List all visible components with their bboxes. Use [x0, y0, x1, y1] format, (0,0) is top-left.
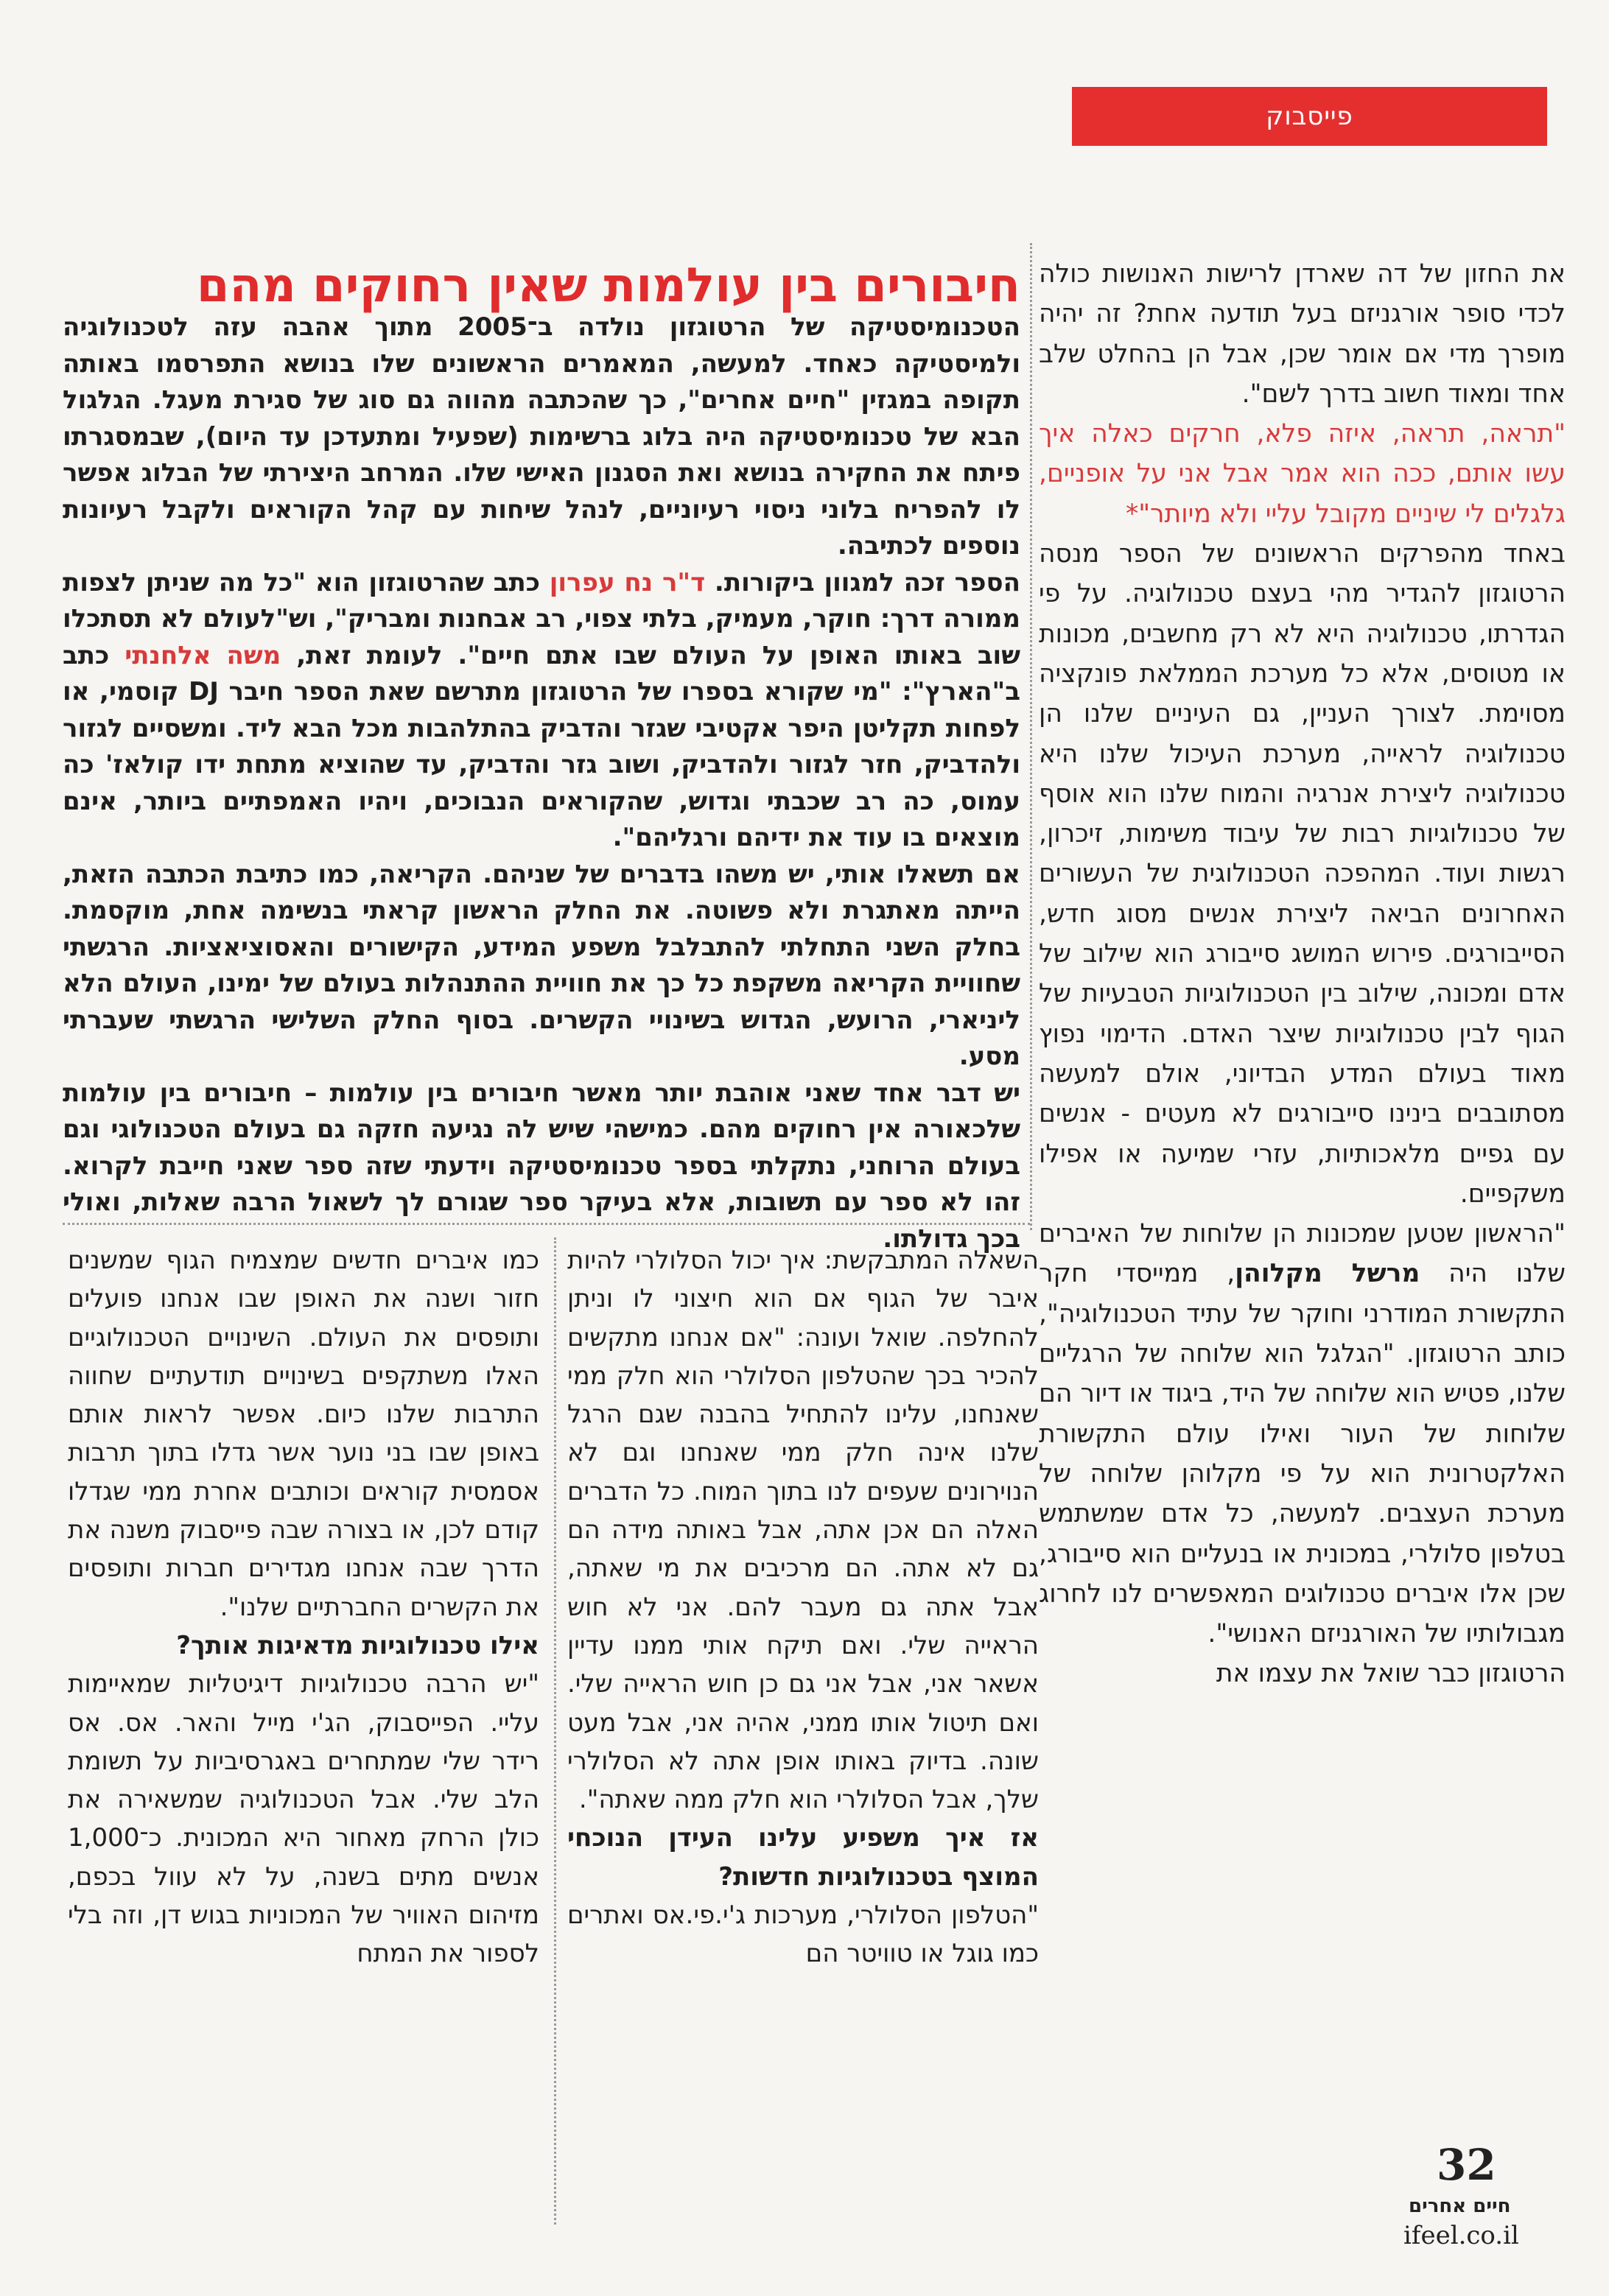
paragraph: יש דבר אחד שאני אוהבת יותר מאשר חיבורים בין עולמות – חיבורים בין עולמות שלכאורה אין רחוקים מהם. כמישהי שיש לה נגיעה חזקה גם בעולם הטכנולוגי וגם בעולם הרוחני, נתקלתי בספר טכנומיסטיקה וידעתי שזה ספר שאני חייבת לקרוא. זהו לא ספר עם תשובות, אלא בעיקר ספר שגורם לך לשאול הרבה שאלות, ואולי בכך גדולתו.: [63, 1078, 1020, 1254]
text-run: "הראשון שטען שמכונות הן שלוחות של האיברים שלנו היה: [1039, 1219, 1566, 1289]
top-column: [63, 309, 1020, 1257]
highlighted-name: משה אלחנתי: [125, 640, 281, 670]
column-divider: [1030, 243, 1032, 1230]
right-column: [1039, 254, 1566, 1694]
interview-question: אז איך משפיע עלינו העידן הנוכחי המוצף בטכנולוגיות חדשות?: [567, 1823, 1039, 1892]
paragraph: [1039, 1214, 1566, 1654]
paragraph: [63, 565, 1020, 857]
paragraph: את החזון של דה שארדן לרישות האנושות כולה לכדי סופר אורגניזם בעל תודעה אחת? זה יהיה מופרך מדי אם אומר שכן, אבל הן בהחלט שלב אחד ומאוד חשוב בדרך לשם".: [1039, 259, 1566, 409]
paragraph: באחד מהפרקים הראשונים של הספר מנסה הרטוגזון להגדיר מהי בעצם טכנולוגיה. על פי הגדרתו, טכנולוגיה היא לא רק מחשבים, מכונות או מטוסים, אלא כל מערכת הממלאת פונקציה מסוימת. לצורך העניין, גם העיניים שלנו הן טכנולוגיה לראייה, מערכת העיכול שלנו היא טכנולוגיה ליצירת אנרגיה והמוח שלנו הוא אוסף של טכנולוגיות רבות של עיבוד משימות, זיכרון, רגשות ועוד. המהפכה הטכנולוגית של העשורים האחרונים הביאה ליצירת אנשים מסוג חדש, הסייבורגים. פירוש המושג סייבורג הוא שילוב של אדם ומכונה, שילוב בין הטכנולוגיות הטבעיות של הגוף לבין טכנולוגיות שיצר האדם. הדימוי נפוץ מאוד בעולם המדע הבדיוני, אולם למעשה מסתובבים בינינו סייבורגים לא מעטים - אנשים עם גפיים מלאכותיות, עזרי שמיעה או אפילו משקפיים.: [1039, 539, 1566, 1209]
section-divider: [63, 1223, 1030, 1225]
paragraph: אם תשאלו אותי, יש משהו בדברים של שניהם. הקריאה, כמו כתיבת הכתבה הזאת, הייתה מאתגרת ולא פשוטה. את החלק הראשון קראתי בנשימה אחת, מוקסמת. בחלק השני התחלתי להתבלבל משפע המידע, הקישורים והאסוציאציות. הרגשתי שחוויית הקריאה משקפת כל כך את חוויית ההתנהלות בעולם של ימינו, העולם הלא ליניארי, הרועש, הגדוש בשינויי הקשרים. בסוף החלק השלישי הרגשתי שעברתי מסע.: [63, 859, 1020, 1071]
website-url: ifeel.co.il: [1403, 2221, 1519, 2250]
paragraph: "יש הרבה טכנולוגיות דיגיטליות שמאיימות עליי. הפייסבוק, הג'י מייל והאר. אס. אס רידר שלי שמתחרים באגרסיביות על תשומת הלב שלי. אבל הטכנולוגיה שמשאירה את כולן הרחק מאחור היא המכונית. כ־1,000 אנשים מתים בשנה, על לא עוול בכפם, מזיהום האוויר של המכוניות בגוש דן, וזה בלי לספור את המתח: [68, 1669, 539, 1969]
song-quote: "תראה, תראה, איזה פלא, חרקים כאלה איך עשו אותם, ככה הוא אמר אבל אני על אופניים, גלגלים לי שיניים מקובל עליי ולא מיותר"*: [1039, 419, 1566, 529]
text-run: , ממייסדי חקר התקשורת המודרני וחוקר של עתיד הטכנולוגיה", כותב הרטוגזון. "הגלגל הוא שלוחה של הרגליים שלנו, פטיש הוא שלוחה של היד, ביגוד או דיור הם שלוחות של העור ואילו עולם התקשורת האלקטרונית הוא על פי מקלוהן שלוחה של מערכת העצבים. למעשה, כל אדם שמשתמש בטלפון סלולרי, במכונית או בנעליים הוא סייבורג, שכן אלו איברים טכנולוגים המאפשרים לנו לחרוג מגבולותיו של האורגניזם האנושי".: [1039, 1259, 1566, 1649]
left-column: [68, 1241, 539, 1973]
paragraph: השאלה המתבקשת: איך יכול הסלולרי להיות איבר של הגוף אם הוא חיצוני לו וניתן להחלפה. שואל ועונה: "אם אנחנו מתקשים להכיר בכך שהטלפון הסלולרי הוא חלק ממי שאנחנו, עלינו להתחיל בהבנה שגם הרגל שלנו אינה חלק ממי שאנחנו וגם לא הנוירונים שעפים לנו בתוך המוח. כל הדברים האלה הם אכן אתה, אבל באותה מידה הם גם לא אתה. הם מרכיבים את מי שאתה, אבל אתה גם מעבר להם. אני לא חוש הראייה שלי. ואם תיקח אותי ממנו עדיין אשאר אני, אבל אני גם כן חוש הראייה שלי. ואם תיטול אותו ממני, אהיה אני, אבל מעט שונה. בדיוק באותו אופן אתה לא הסלולרי שלך, אבל הסלולרי הוא חלק ממה שאתה".: [567, 1246, 1039, 1815]
page-number: 32: [1437, 2140, 1496, 2190]
text-run: כתב שהרטוגזון הוא "כל מה שניתן לצפות ממורה דרך: חוקר, מעמיק, בלתי צפוי, רב אבחנות ומבריק", וש"לעולם לא תסתכלו שוב באותו האופן על העולם שבו אתם חיים". לעומת זאת,: [63, 567, 1021, 670]
text-run: הספר זכה למגוון ביקורות.: [705, 567, 1020, 597]
magazine-logo: חיים אחרים: [1409, 2195, 1511, 2217]
paragraph: "הטלפון הסלולרי, מערכות ג'י.פי.אס ואתרים כמו גוגל או טוויטר הם: [567, 1900, 1039, 1969]
middle-column: [567, 1241, 1039, 1973]
highlighted-name: ד"ר נח עפרון: [549, 567, 706, 597]
paragraph: הטכנומיסטיקה של הרטוגזון נולדה ב־2005 מתוך אהבה עזה לטכנולוגיה ולמיסטיקה כאחד. למעשה, המאמרים הראשונים שלו בנושא התפרסמו באותה תקופה במגזין "חיים אחרים", כך שהכתבה מהווה גם סוג של סגירת מעגל. הגלגול הבא של טכנומיסטיקה היה בלוג ברשימות (שפעיל ומתעדכן עד היום), שבמסגרתו פיתח את החקירה בנושא ואת הסגנון האישי שלו. המרחב היצירתי של הבלוג אפשר לו להפריח בלוני ניסוי רעיוניים, לנהל שיחות עם קהל הקוראים ולקבל רעיונות נוספים לכתיבה.: [63, 312, 1020, 561]
text-run: כתב ב"הארץ": "מי שקורא בספרו של הרטוגזון מתרשם שאת הספר חיבר DJ קוסמי, או לפחות תקליטן היפר אקטיבי שגזר והדביק בהתלהבות מכל הבא ליד. ומשסיים לגזור ולהדביק, חזר לגזור ולהדביק, ושוב גזר והדביק, עד שהוציא מתחת ידו קולאז' כה עמוס, כה רב שכבתי וגדוש, שהקוראים הנבוכים, ויהיו האמפתיים ביותר, אינם מוצאים בו עוד את ידיהם ורגליהם".: [63, 640, 1020, 852]
highlighted-name: מרשל מקלוהן: [1235, 1259, 1420, 1289]
article-headline: חיבורים בין עולמות שאין רחוקים מהם: [196, 259, 1020, 313]
paragraph: כמו איברים חדשים שמצמיח הגוף שמשנים חזור ושנה את האופן שבו אנחנו פועלים ותופסים את העולם. השינויים הטכנולוגיים האלו משתקפים בשינויים תודעתיים שחווה התרבות שלנו כיום. אפשר לראות אותם באופן שבו בני נוער אשר גדלו בתוך תרבות אסמסית קוראים וכותבים אחרת ממי שגדלו קודם לכן, או בצורה שבה פייסבוק משנה את הדרך שבה אנחנו מגדירים חברות ותופסים את הקשרים החברתיים שלנו".: [68, 1246, 539, 1622]
section-tag: פייסבוק: [1072, 87, 1547, 146]
column-divider: [554, 1237, 556, 2225]
paragraph: הרטוגזון כבר שואל את עצמו את: [1216, 1659, 1566, 1689]
interview-question: אילו טכנולוגיות מדאיגות אותך?: [176, 1630, 539, 1660]
